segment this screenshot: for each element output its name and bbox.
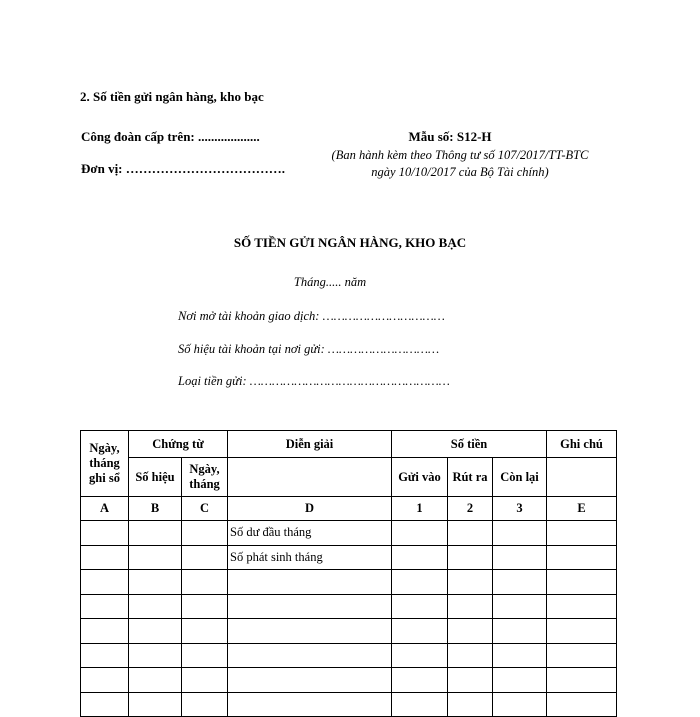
page-title: SỐ TIỀN GỬI NGÂN HÀNG, KHO BẠC	[233, 235, 467, 250]
table-cell	[547, 521, 617, 546]
col-header-notes-blank	[547, 458, 617, 497]
table-cell	[129, 521, 182, 546]
code-d: D	[228, 497, 392, 521]
table-cell	[448, 545, 493, 570]
upper-union-line: Công đoàn cấp trên: ...................	[81, 129, 260, 144]
table-cell	[182, 570, 228, 595]
table-cell	[129, 668, 182, 693]
table-cell	[182, 643, 228, 668]
table-cell	[81, 545, 129, 570]
table-cell	[493, 545, 547, 570]
table-cell	[448, 643, 493, 668]
table-cell	[81, 594, 129, 619]
table-row	[81, 619, 617, 644]
table-cell	[493, 570, 547, 595]
table-cell	[547, 545, 617, 570]
table-row	[81, 570, 617, 595]
table-row	[81, 668, 617, 693]
code-1: 1	[392, 497, 448, 521]
table-cell	[129, 692, 182, 717]
form-issuance-note: (Ban hành kèm theo Thông tư số 107/2017/TT-BTC ngày 10/10/2017 của Bộ Tài chính)	[331, 148, 589, 179]
col-header-voucher-date: Ngày, tháng	[182, 458, 228, 497]
table-cell	[392, 545, 448, 570]
deposit-type-line: Loại tiền gửi: ………………………………………………	[178, 374, 450, 388]
code-b: B	[129, 497, 182, 521]
unit-line: Đơn vị: ……………………………….	[81, 161, 286, 176]
col-header-description-blank	[228, 458, 392, 497]
table-cell	[392, 692, 448, 717]
col-header-description: Diễn giải	[228, 431, 392, 458]
table-cell	[81, 619, 129, 644]
table-cell	[129, 570, 182, 595]
table-cell	[182, 668, 228, 693]
account-number-line: Số hiệu tài khoản tại nơi gửi: …………………………	[178, 342, 440, 356]
table-cell	[547, 619, 617, 644]
table-cell	[493, 619, 547, 644]
table-cell	[392, 643, 448, 668]
section-heading: 2. Số tiền gửi ngân hàng, kho bạc	[80, 89, 264, 104]
table-cell	[129, 619, 182, 644]
table-cell	[493, 692, 547, 717]
code-2: 2	[448, 497, 493, 521]
code-a: A	[81, 497, 129, 521]
table-cell	[392, 521, 448, 546]
ledger-table	[80, 430, 617, 717]
table-cell	[547, 594, 617, 619]
table-cell	[81, 521, 129, 546]
table-cell	[493, 643, 547, 668]
code-c: C	[182, 497, 228, 521]
row-description	[228, 619, 392, 644]
col-header-withdraw: Rút ra	[448, 458, 493, 497]
code-e: E	[547, 497, 617, 521]
code-3: 3	[493, 497, 547, 521]
table-cell	[182, 545, 228, 570]
row-description: Số phát sinh tháng	[228, 545, 392, 570]
table-cell	[129, 545, 182, 570]
col-header-balance: Còn lại	[493, 458, 547, 497]
table-cell	[448, 619, 493, 644]
table-row	[81, 643, 617, 668]
table-cell	[547, 570, 617, 595]
table-cell	[448, 692, 493, 717]
table-cell	[392, 668, 448, 693]
table-cell	[493, 594, 547, 619]
row-description	[228, 594, 392, 619]
row-description	[228, 570, 392, 595]
table-cell	[448, 668, 493, 693]
table-row	[81, 521, 617, 546]
table-cell	[129, 594, 182, 619]
period-line: Tháng..... năm	[293, 275, 367, 289]
row-description	[228, 668, 392, 693]
table-cell	[392, 570, 448, 595]
table-row	[81, 594, 617, 619]
table-cell	[392, 619, 448, 644]
col-header-voucher-no: Số hiệu	[129, 458, 182, 497]
col-header-notes: Ghi chú	[547, 431, 617, 458]
table-cell	[81, 570, 129, 595]
table-row	[81, 545, 617, 570]
col-header-amount: Số tiền	[392, 431, 547, 458]
col-header-deposit: Gửi vào	[392, 458, 448, 497]
table-cell	[81, 692, 129, 717]
table-cell	[182, 521, 228, 546]
table-row	[81, 692, 617, 717]
table-cell	[81, 643, 129, 668]
table-cell	[129, 643, 182, 668]
table-cell	[493, 521, 547, 546]
col-header-date: Ngày, tháng ghi sổ	[81, 431, 129, 497]
table-cell	[81, 668, 129, 693]
row-description	[228, 692, 392, 717]
table-cell	[182, 692, 228, 717]
row-description	[228, 643, 392, 668]
table-cell	[392, 594, 448, 619]
table-cell	[547, 692, 617, 717]
col-header-voucher: Chứng từ	[129, 431, 228, 458]
table-cell	[182, 594, 228, 619]
account-place-line: Nơi mở tài khoản giao dịch: ……………………………	[178, 309, 445, 323]
table-cell	[448, 570, 493, 595]
form-code: Mẫu số: S12-H	[408, 129, 492, 144]
table-cell	[448, 594, 493, 619]
table-cell	[182, 619, 228, 644]
table-cell	[547, 643, 617, 668]
table-cell	[547, 668, 617, 693]
table-cell	[493, 668, 547, 693]
row-description: Số dư đầu tháng	[228, 521, 392, 546]
table-cell	[448, 521, 493, 546]
